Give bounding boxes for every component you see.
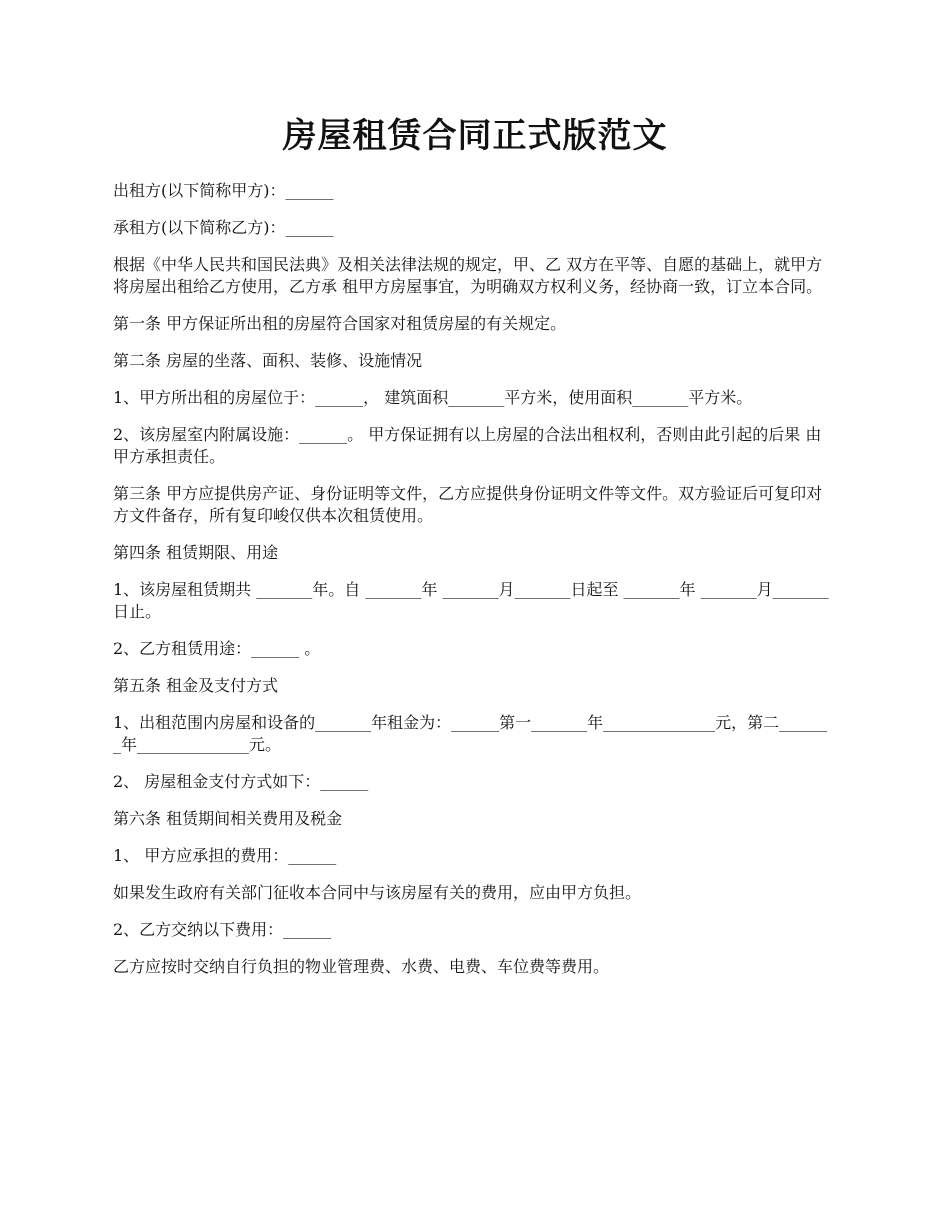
paragraph-article-5-heading: 第五条 租金及支付方式 <box>113 676 279 695</box>
document-title: 房屋租赁合同正式版范文 <box>282 116 668 156</box>
paragraph-article-6-item-1: 1、 甲方应承担的费用：______ <box>113 846 337 865</box>
paragraph-article-3: 第三条 甲方应提供房产证、身份证明等文件，乙方应提供身份证明文件等文件。双方验证后可复印对方文件备存，所有复印峻仅供本次租赁使用。 <box>113 484 823 525</box>
paragraph-lessee: 承租方(以下简称乙方)：______ <box>113 218 334 237</box>
paragraph-article-2-heading: 第二条 房屋的坐落、面积、装修、设施情况 <box>113 351 423 370</box>
paragraph-lessor: 出租方(以下简称甲方)：______ <box>113 181 334 200</box>
paragraph-article-6-item-2: 2、乙方交纳以下费用：______ <box>113 920 332 939</box>
paragraph-article-4-item-1: 1、该房屋租赁期共 _______年。自 _______年 _______月_______日起至 _______年 _______月_______日止。 <box>113 580 829 621</box>
paragraph-article-1: 第一条 甲方保证所出租的房屋符合国家对租赁房屋的有关规定。 <box>113 314 567 333</box>
paragraph-article-4-heading: 第四条 租赁期限、用途 <box>113 543 279 562</box>
paragraph-article-4-item-2: 2、乙方租赁用途：______ 。 <box>113 639 321 658</box>
paragraph-article-5-item-1: 1、出租范围内房屋和设备的_______年租金为：______第一_______年______________元，第二_______年______________元。 <box>113 713 828 754</box>
document-body <box>113 180 835 993</box>
paragraph-article-2-item-1: 1、甲方所出租的房屋位于：______， 建筑面积_______平方米，使用面积_______平方米。 <box>113 388 753 407</box>
paragraph-article-6-fees: 乙方应按时交纳自行负担的物业管理费、水费、电费、车位费等费用。 <box>113 957 610 976</box>
paragraph-preamble: 根据《中华人民共和国民法典》及相关法律法规的规定，甲、乙 双方在平等、自愿的基础上，就甲方将房屋出租给乙方使用，乙方承 租甲方房屋事宜，为明确双方权利义务，经协商一致，订立本合同。 <box>113 255 823 296</box>
paragraph-article-5-item-2: 2、 房屋租金支付方式如下：______ <box>113 772 369 791</box>
paragraph-article-2-item-2: 2、该房屋室内附属设施：______。 甲方保证拥有以上房屋的合法出租权利，否则由此引起的后果 由甲方承担责任。 <box>113 425 822 466</box>
paragraph-article-6-note: 如果发生政府有关部门征收本合同中与该房屋有关的费用，应由甲方负担。 <box>113 883 642 902</box>
paragraph-article-6-heading: 第六条 租赁期间相关费用及税金 <box>113 809 343 828</box>
